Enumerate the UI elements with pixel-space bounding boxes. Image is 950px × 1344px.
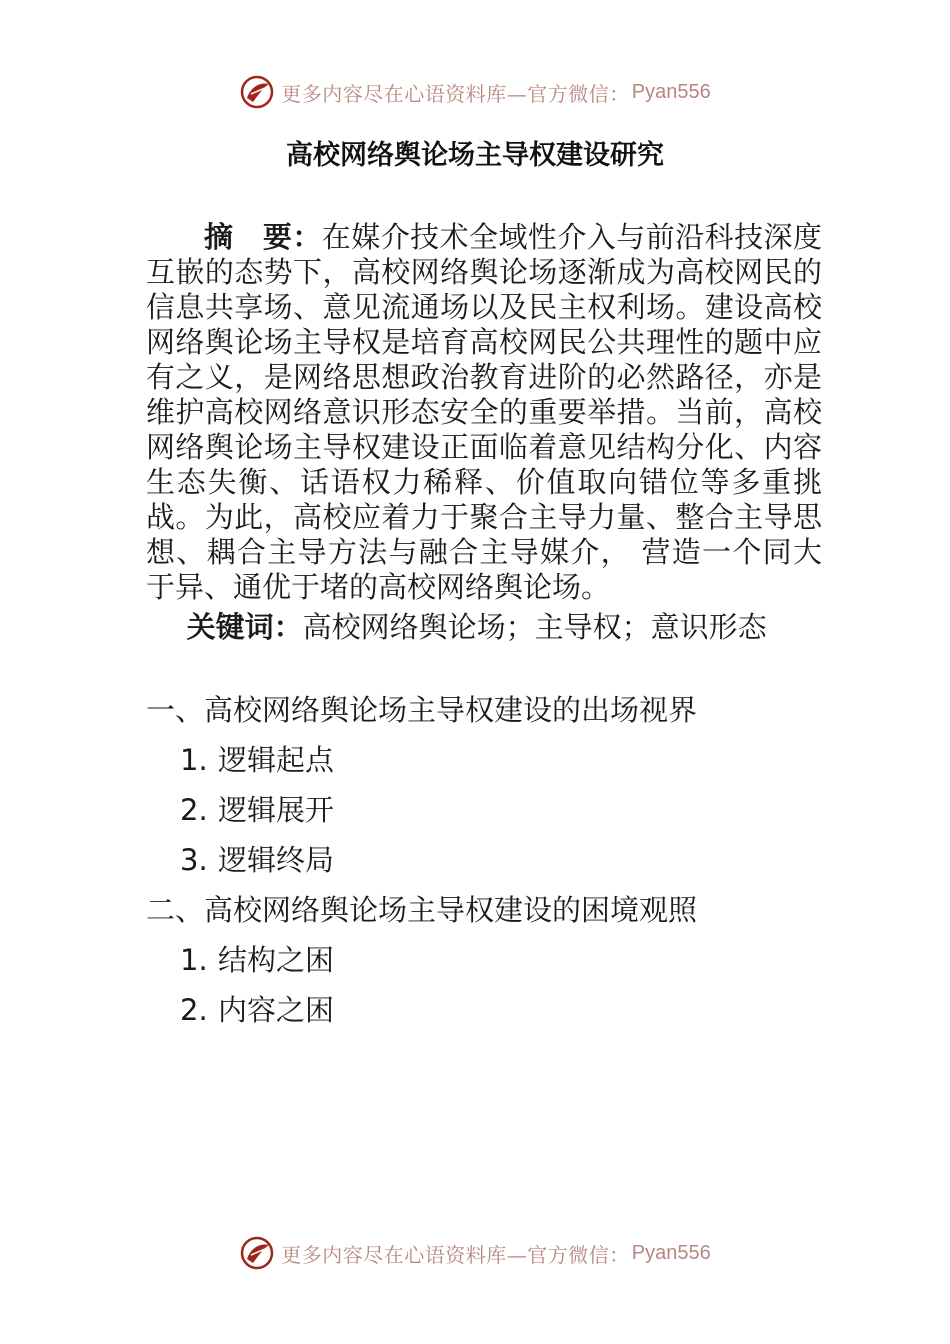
watermark-wechat-id: Pyan556 <box>631 80 711 103</box>
library-logo-icon <box>239 1235 275 1271</box>
library-logo-icon <box>239 74 275 110</box>
item-number: 1. <box>180 743 208 777</box>
header-watermark <box>0 70 950 114</box>
watermark-text: 更多内容尽在心语资料库—官方微信： <box>281 81 630 106</box>
list-item <box>146 788 836 838</box>
keywords-label: 关键词： <box>186 610 303 644</box>
item-text: 内容之困 <box>218 993 335 1027</box>
table-of-contents <box>146 688 836 1038</box>
watermark-text: 更多内容尽在心语资料库—官方微信： <box>281 1242 630 1267</box>
document-title: 高校网络舆论场主导权建设研究 <box>286 140 664 171</box>
abstract-paragraph <box>146 220 822 605</box>
list-item <box>146 938 836 988</box>
item-text: 逻辑起点 <box>218 743 335 777</box>
keywords-line <box>146 608 822 646</box>
footer-watermark <box>0 1231 950 1275</box>
list-item <box>146 738 836 788</box>
keywords-text: 高校网络舆论场；主导权；意识形态 <box>302 610 767 644</box>
item-number: 2. <box>180 993 208 1027</box>
abstract-label: 摘 要： <box>204 220 322 254</box>
item-text: 逻辑终局 <box>218 843 335 877</box>
watermark-wechat-id: Pyan556 <box>631 1241 711 1264</box>
item-text: 结构之困 <box>218 943 335 977</box>
item-number: 2. <box>180 793 208 827</box>
abstract-text: 在媒介技术全域性介入与前沿科技深度互嵌的态势下，高校网络舆论场逐渐成为高校网民的信息共享场、意见流通场以及民主权利场。建设高校网络舆论场主导权是培育高校网民公共理性的题中应有之义，是网络思想政治教育进阶的必然路径，亦是维护高校网络意识形态安全的重要举措。当前，高校网络舆论场主导权建设正面临着意见结构分化、内容生态失衡、话语权力稀释、价值取向错位等多重挑战。为此，高校应着力于聚合主导力量、整合主导思想、耦合主导方法与融合主导媒介， 营造一个同大于异、通优于堵的高校网络舆论场。 <box>146 220 822 604</box>
section-heading: 一、高校网络舆论场主导权建设的出场视界 <box>146 693 698 727</box>
item-number: 1. <box>180 943 208 977</box>
list-item <box>146 988 836 1038</box>
item-text: 逻辑展开 <box>218 793 335 827</box>
section-heading: 二、高校网络舆论场主导权建设的困境观照 <box>146 893 698 927</box>
list-item <box>146 838 836 888</box>
item-number: 3. <box>180 843 208 877</box>
